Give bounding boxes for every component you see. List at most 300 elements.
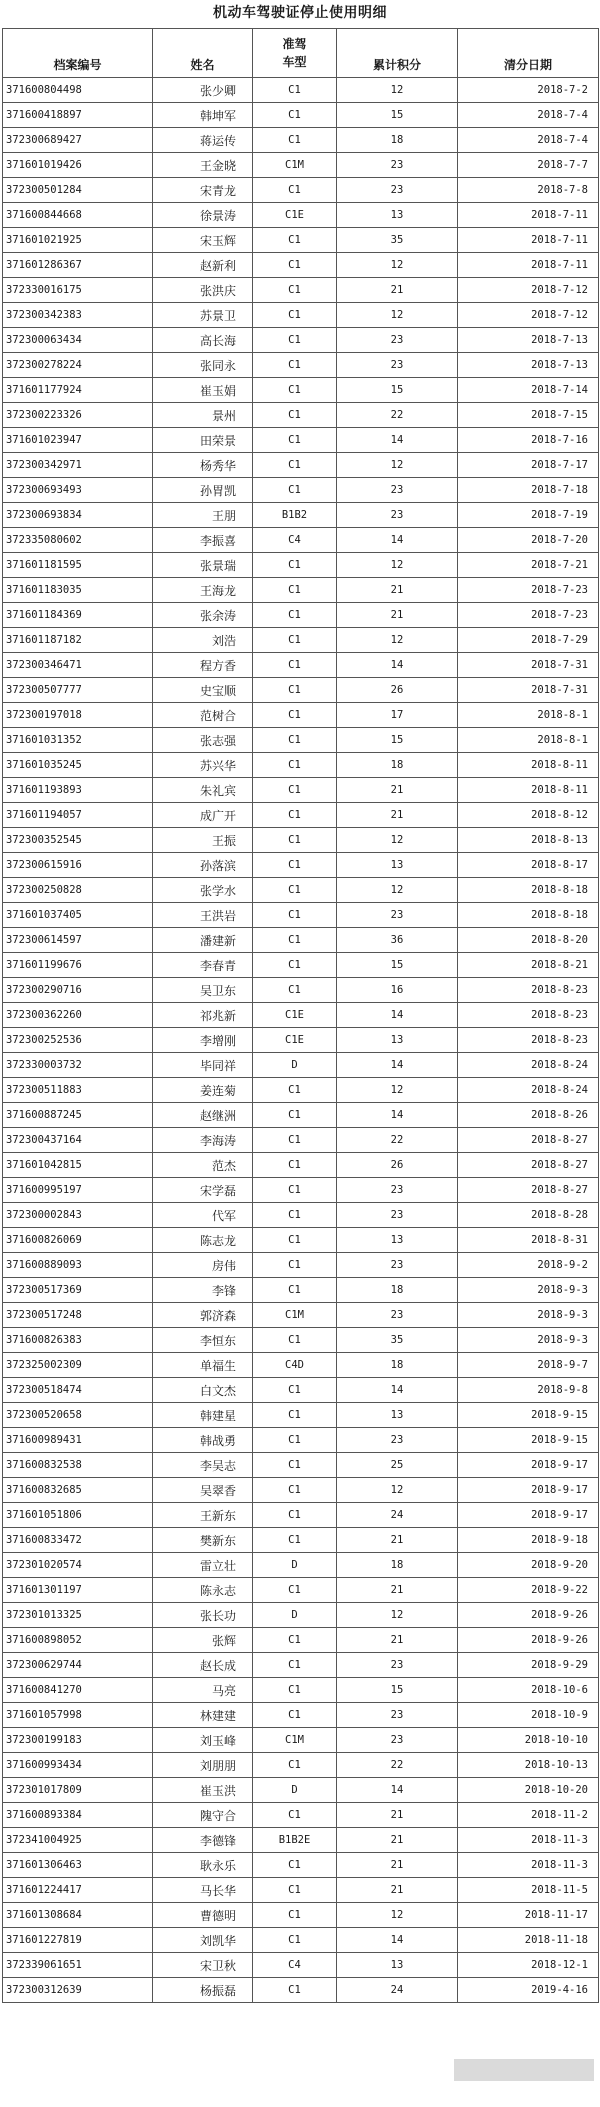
- cell-license-type: C1: [253, 1928, 337, 1953]
- cell-archive-id: 371600804498: [3, 78, 153, 103]
- cell-points: 14: [337, 653, 458, 678]
- cell-license-type: C1: [253, 78, 337, 103]
- cell-clear-date: 2018-7-12: [458, 303, 599, 328]
- cell-clear-date: 2018-7-31: [458, 678, 599, 703]
- cell-points: 23: [337, 1303, 458, 1328]
- cell-points: 23: [337, 1728, 458, 1753]
- cell-clear-date: 2018-7-12: [458, 278, 599, 303]
- cell-clear-date: 2018-7-11: [458, 228, 599, 253]
- column-header-type-line2: 车型: [282, 55, 307, 69]
- cell-archive-id: 372300689427: [3, 128, 153, 153]
- cell-clear-date: 2018-8-13: [458, 828, 599, 853]
- cell-license-type: C4: [253, 528, 337, 553]
- table-row: [3, 1103, 599, 1128]
- cell-license-type: C1: [253, 1253, 337, 1278]
- page-title: 机动车驾驶证停止使用明细: [213, 5, 387, 21]
- cell-points: 21: [337, 1878, 458, 1903]
- table-row: [3, 928, 599, 953]
- cell-license-type: C1: [253, 803, 337, 828]
- cell-archive-id: 371600995197: [3, 1178, 153, 1203]
- cell-points: 23: [337, 1178, 458, 1203]
- cell-license-type: C1: [253, 1903, 337, 1928]
- cell-license-type: C1: [253, 1678, 337, 1703]
- column-header-points: 累计积分: [337, 29, 458, 78]
- cell-clear-date: 2018-10-6: [458, 1678, 599, 1703]
- cell-archive-id: 371601193893: [3, 778, 153, 803]
- cell-name: 张同永: [153, 353, 253, 378]
- cell-points: 21: [337, 603, 458, 628]
- cell-name: 范树合: [153, 703, 253, 728]
- cell-archive-id: 372300693493: [3, 478, 153, 503]
- table-row: [3, 103, 599, 128]
- table-row: [3, 1678, 599, 1703]
- cell-points: 35: [337, 228, 458, 253]
- cell-points: 14: [337, 1003, 458, 1028]
- cell-name: 孙落滨: [153, 853, 253, 878]
- cell-name: 潘建新: [153, 928, 253, 953]
- cell-clear-date: 2018-8-31: [458, 1228, 599, 1253]
- cell-archive-id: 371600826383: [3, 1328, 153, 1353]
- cell-archive-id: 372335080602: [3, 528, 153, 553]
- cell-name: 李振喜: [153, 528, 253, 553]
- cell-archive-id: 371601019426: [3, 153, 153, 178]
- cell-archive-id: 371601051806: [3, 1503, 153, 1528]
- cell-points: 12: [337, 453, 458, 478]
- table-row: [3, 478, 599, 503]
- table-row: [3, 1153, 599, 1178]
- cell-clear-date: 2018-9-3: [458, 1303, 599, 1328]
- cell-name: 刘朋朋: [153, 1753, 253, 1778]
- cell-name: 李增刚: [153, 1028, 253, 1053]
- cell-license-type: C1: [253, 828, 337, 853]
- cell-archive-id: 371600841270: [3, 1678, 153, 1703]
- cell-points: 21: [337, 1853, 458, 1878]
- cell-name: 赵长成: [153, 1653, 253, 1678]
- cell-archive-id: 371600898052: [3, 1628, 153, 1653]
- cell-clear-date: 2018-9-15: [458, 1428, 599, 1453]
- cell-archive-id: 371600826069: [3, 1228, 153, 1253]
- cell-archive-id: 372300501284: [3, 178, 153, 203]
- cell-archive-id: 371601021925: [3, 228, 153, 253]
- cell-license-type: C1: [253, 1078, 337, 1103]
- table-row: [3, 728, 599, 753]
- cell-license-type: C1: [253, 178, 337, 203]
- cell-license-type: C1: [253, 1328, 337, 1353]
- cell-points: 21: [337, 1803, 458, 1828]
- cell-name: 崔玉洪: [153, 1778, 253, 1803]
- cell-license-type: C1: [253, 603, 337, 628]
- cell-name: 张志强: [153, 728, 253, 753]
- cell-archive-id: 372300517369: [3, 1278, 153, 1303]
- cell-clear-date: 2018-9-3: [458, 1278, 599, 1303]
- cell-name: 单福生: [153, 1353, 253, 1378]
- cell-name: 张学水: [153, 878, 253, 903]
- cell-name: 吴翠香: [153, 1478, 253, 1503]
- cell-license-type: C4: [253, 1953, 337, 1978]
- cell-points: 23: [337, 503, 458, 528]
- column-header-id: 档案编号: [3, 29, 153, 78]
- table-row: [3, 228, 599, 253]
- cell-license-type: C1: [253, 1178, 337, 1203]
- table-row: [3, 1878, 599, 1903]
- table-row: [3, 278, 599, 303]
- table-body: [3, 78, 599, 2003]
- table-row: [3, 1628, 599, 1653]
- cell-archive-id: 372300002843: [3, 1203, 153, 1228]
- cell-name: 景州: [153, 403, 253, 428]
- table-row: [3, 453, 599, 478]
- cell-name: 王洪岩: [153, 903, 253, 928]
- table-row: [3, 178, 599, 203]
- cell-license-type: C1: [253, 1378, 337, 1403]
- table-row: [3, 1553, 599, 1578]
- table-row: [3, 1703, 599, 1728]
- cell-archive-id: 372300693834: [3, 503, 153, 528]
- cell-name: 高长海: [153, 328, 253, 353]
- cell-name: 宋学磊: [153, 1178, 253, 1203]
- cell-name: 郭济森: [153, 1303, 253, 1328]
- cell-archive-id: 372300063434: [3, 328, 153, 353]
- column-header-type: [253, 29, 337, 78]
- table-row: [3, 803, 599, 828]
- table-row: [3, 1228, 599, 1253]
- cell-name: 雷立壮: [153, 1553, 253, 1578]
- table-row: [3, 1803, 599, 1828]
- cell-points: 35: [337, 1328, 458, 1353]
- cell-name: 赵新利: [153, 253, 253, 278]
- cell-archive-id: 372300342383: [3, 303, 153, 328]
- table-row: [3, 403, 599, 428]
- cell-archive-id: 372301013325: [3, 1603, 153, 1628]
- cell-points: 17: [337, 703, 458, 728]
- cell-license-type: D: [253, 1053, 337, 1078]
- table-row: [3, 1403, 599, 1428]
- table-row: [3, 1128, 599, 1153]
- cell-name: 张景瑞: [153, 553, 253, 578]
- watermark-overlay: [454, 2059, 594, 2081]
- cell-name: 祁兆新: [153, 1003, 253, 1028]
- table-row: [3, 128, 599, 153]
- cell-clear-date: 2018-7-11: [458, 203, 599, 228]
- cell-name: 宋青龙: [153, 178, 253, 203]
- table-row: [3, 1453, 599, 1478]
- column-header-type-line1: 准驾: [282, 37, 307, 51]
- cell-clear-date: 2018-10-20: [458, 1778, 599, 1803]
- cell-clear-date: 2018-7-31: [458, 653, 599, 678]
- cell-license-type: C1: [253, 128, 337, 153]
- cell-points: 14: [337, 428, 458, 453]
- cell-points: 15: [337, 953, 458, 978]
- cell-points: 13: [337, 853, 458, 878]
- cell-points: 18: [337, 1353, 458, 1378]
- cell-archive-id: 371600887245: [3, 1103, 153, 1128]
- cell-name: 赵继洲: [153, 1103, 253, 1128]
- cell-clear-date: 2018-7-17: [458, 453, 599, 478]
- cell-license-type: C1E: [253, 203, 337, 228]
- cell-points: 23: [337, 1653, 458, 1678]
- cell-name: 吴卫东: [153, 978, 253, 1003]
- cell-points: 23: [337, 1253, 458, 1278]
- cell-license-type: B1B2: [253, 503, 337, 528]
- cell-name: 徐景涛: [153, 203, 253, 228]
- table-row: [3, 1478, 599, 1503]
- cell-name: 刘玉峰: [153, 1728, 253, 1753]
- cell-name: 宋卫秋: [153, 1953, 253, 1978]
- cell-license-type: C1: [253, 1228, 337, 1253]
- cell-points: 15: [337, 378, 458, 403]
- cell-clear-date: 2018-8-12: [458, 803, 599, 828]
- cell-archive-id: 371601301197: [3, 1578, 153, 1603]
- cell-archive-id: 372300517248: [3, 1303, 153, 1328]
- cell-license-type: C1: [253, 478, 337, 503]
- cell-points: 21: [337, 278, 458, 303]
- table-row: [3, 1728, 599, 1753]
- cell-archive-id: 372300312639: [3, 1978, 153, 2003]
- cell-points: 21: [337, 778, 458, 803]
- cell-license-type: C1: [253, 1153, 337, 1178]
- cell-points: 23: [337, 153, 458, 178]
- cell-points: 13: [337, 1228, 458, 1253]
- cell-clear-date: 2018-8-27: [458, 1153, 599, 1178]
- cell-archive-id: 372300342971: [3, 453, 153, 478]
- cell-archive-id: 371601031352: [3, 728, 153, 753]
- cell-clear-date: 2018-7-18: [458, 478, 599, 503]
- cell-clear-date: 2018-8-23: [458, 1003, 599, 1028]
- table-row: [3, 878, 599, 903]
- cell-name: 史宝顺: [153, 678, 253, 703]
- table-row: [3, 903, 599, 928]
- cell-license-type: C1: [253, 1628, 337, 1653]
- cell-license-type: C1: [253, 1128, 337, 1153]
- cell-clear-date: 2018-7-19: [458, 503, 599, 528]
- cell-points: 15: [337, 728, 458, 753]
- cell-points: 23: [337, 1428, 458, 1453]
- cell-points: 21: [337, 578, 458, 603]
- cell-points: 26: [337, 678, 458, 703]
- cell-license-type: C1: [253, 653, 337, 678]
- cell-license-type: C1: [253, 228, 337, 253]
- cell-clear-date: 2018-8-26: [458, 1103, 599, 1128]
- cell-clear-date: 2018-7-21: [458, 553, 599, 578]
- cell-archive-id: 372300223326: [3, 403, 153, 428]
- table-row: [3, 1653, 599, 1678]
- cell-name: 王新东: [153, 1503, 253, 1528]
- header-row: [3, 29, 599, 78]
- cell-name: 李恒东: [153, 1328, 253, 1353]
- cell-archive-id: 371601023947: [3, 428, 153, 453]
- cell-archive-id: 371601184369: [3, 603, 153, 628]
- cell-name: 苏兴华: [153, 753, 253, 778]
- cell-points: 12: [337, 253, 458, 278]
- cell-license-type: C1: [253, 903, 337, 928]
- cell-clear-date: 2018-9-17: [458, 1453, 599, 1478]
- cell-clear-date: 2018-7-13: [458, 328, 599, 353]
- cell-name: 杨秀华: [153, 453, 253, 478]
- cell-name: 苏景卫: [153, 303, 253, 328]
- cell-archive-id: 372300278224: [3, 353, 153, 378]
- cell-points: 16: [337, 978, 458, 1003]
- table-row: [3, 1778, 599, 1803]
- cell-clear-date: 2018-9-22: [458, 1578, 599, 1603]
- cell-clear-date: 2018-8-11: [458, 778, 599, 803]
- cell-name: 李吴志: [153, 1453, 253, 1478]
- cell-clear-date: 2018-9-29: [458, 1653, 599, 1678]
- cell-name: 宋玉辉: [153, 228, 253, 253]
- cell-license-type: C1: [253, 1528, 337, 1553]
- cell-name: 陈志龙: [153, 1228, 253, 1253]
- cell-archive-id: 372300352545: [3, 828, 153, 853]
- cell-name: 林建建: [153, 1703, 253, 1728]
- cell-archive-id: 372301020574: [3, 1553, 153, 1578]
- table-row: [3, 1603, 599, 1628]
- table-row: [3, 1503, 599, 1528]
- cell-license-type: C1: [253, 453, 337, 478]
- column-header-date: 清分日期: [458, 29, 599, 78]
- table-header: [3, 29, 599, 78]
- cell-clear-date: 2018-9-18: [458, 1528, 599, 1553]
- cell-archive-id: 371601194057: [3, 803, 153, 828]
- cell-name: 成广开: [153, 803, 253, 828]
- cell-clear-date: 2018-9-15: [458, 1403, 599, 1428]
- cell-points: 18: [337, 1553, 458, 1578]
- cell-points: 22: [337, 1753, 458, 1778]
- cell-clear-date: 2018-12-1: [458, 1953, 599, 1978]
- cell-clear-date: 2018-7-8: [458, 178, 599, 203]
- table-row: [3, 1753, 599, 1778]
- cell-archive-id: 372300199183: [3, 1728, 153, 1753]
- cell-clear-date: 2018-10-10: [458, 1728, 599, 1753]
- cell-name: 房伟: [153, 1253, 253, 1278]
- cell-points: 22: [337, 1128, 458, 1153]
- cell-points: 14: [337, 1103, 458, 1128]
- cell-archive-id: 371600893384: [3, 1803, 153, 1828]
- table-row: [3, 78, 599, 103]
- table-row: [3, 1353, 599, 1378]
- cell-name: 毕同祥: [153, 1053, 253, 1078]
- cell-name: 孙胃凯: [153, 478, 253, 503]
- cell-points: 15: [337, 103, 458, 128]
- cell-name: 王振: [153, 828, 253, 853]
- cell-name: 马亮: [153, 1678, 253, 1703]
- table-row: [3, 303, 599, 328]
- cell-license-type: C1: [253, 1978, 337, 2003]
- cell-points: 13: [337, 1028, 458, 1053]
- cell-archive-id: 371601177924: [3, 378, 153, 403]
- cell-license-type: C1: [253, 628, 337, 653]
- cell-archive-id: 371600832685: [3, 1478, 153, 1503]
- cell-name: 朱礼宾: [153, 778, 253, 803]
- cell-points: 12: [337, 1903, 458, 1928]
- license-suspension-table: [2, 28, 599, 2003]
- table-row: [3, 853, 599, 878]
- cell-clear-date: 2018-8-11: [458, 753, 599, 778]
- cell-clear-date: 2018-9-7: [458, 1353, 599, 1378]
- cell-license-type: C1M: [253, 1728, 337, 1753]
- cell-clear-date: 2018-8-18: [458, 903, 599, 928]
- table-row: [3, 1203, 599, 1228]
- cell-archive-id: 372300362260: [3, 1003, 153, 1028]
- cell-archive-id: 371600993434: [3, 1753, 153, 1778]
- cell-license-type: C1: [253, 778, 337, 803]
- cell-archive-id: 372300614597: [3, 928, 153, 953]
- cell-points: 18: [337, 128, 458, 153]
- cell-license-type: C1: [253, 1653, 337, 1678]
- cell-name: 张余涛: [153, 603, 253, 628]
- cell-clear-date: 2018-9-17: [458, 1503, 599, 1528]
- cell-name: 耿永乐: [153, 1853, 253, 1878]
- cell-clear-date: 2018-7-14: [458, 378, 599, 403]
- cell-clear-date: 2018-11-3: [458, 1828, 599, 1853]
- table-row: [3, 1328, 599, 1353]
- cell-archive-id: 372300290716: [3, 978, 153, 1003]
- table-row: [3, 978, 599, 1003]
- cell-points: 26: [337, 1153, 458, 1178]
- cell-clear-date: 2018-9-26: [458, 1628, 599, 1653]
- cell-license-type: C1: [253, 978, 337, 1003]
- cell-archive-id: 371600889093: [3, 1253, 153, 1278]
- cell-archive-id: 371600989431: [3, 1428, 153, 1453]
- cell-license-type: C1: [253, 1278, 337, 1303]
- cell-clear-date: 2018-7-23: [458, 603, 599, 628]
- cell-name: 王朋: [153, 503, 253, 528]
- column-header-name: 姓名: [153, 29, 253, 78]
- cell-points: 12: [337, 78, 458, 103]
- cell-clear-date: 2018-11-5: [458, 1878, 599, 1903]
- cell-license-type: C1: [253, 253, 337, 278]
- cell-clear-date: 2018-8-27: [458, 1128, 599, 1153]
- cell-license-type: C1: [253, 353, 337, 378]
- cell-archive-id: 372300615916: [3, 853, 153, 878]
- cell-license-type: C1: [253, 1428, 337, 1453]
- table-row: [3, 203, 599, 228]
- table-row: [3, 1028, 599, 1053]
- cell-archive-id: 372300629744: [3, 1653, 153, 1678]
- cell-clear-date: 2018-9-17: [458, 1478, 599, 1503]
- cell-license-type: C1: [253, 1878, 337, 1903]
- cell-license-type: C1: [253, 328, 337, 353]
- cell-name: 陈永志: [153, 1578, 253, 1603]
- cell-name: 刘浩: [153, 628, 253, 653]
- cell-license-type: C1M: [253, 1303, 337, 1328]
- cell-clear-date: 2018-8-24: [458, 1078, 599, 1103]
- cell-license-type: C1: [253, 853, 337, 878]
- cell-archive-id: 371600833472: [3, 1528, 153, 1553]
- table-row: [3, 153, 599, 178]
- cell-points: 12: [337, 1078, 458, 1103]
- cell-license-type: C1: [253, 303, 337, 328]
- cell-clear-date: 2018-7-16: [458, 428, 599, 453]
- cell-clear-date: 2018-10-9: [458, 1703, 599, 1728]
- cell-name: 隗守合: [153, 1803, 253, 1828]
- table-row: [3, 703, 599, 728]
- cell-archive-id: 372300252536: [3, 1028, 153, 1053]
- table-row: [3, 578, 599, 603]
- cell-archive-id: 372300250828: [3, 878, 153, 903]
- cell-license-type: C1: [253, 1403, 337, 1428]
- table-row: [3, 553, 599, 578]
- cell-clear-date: 2018-7-4: [458, 128, 599, 153]
- table-row: [3, 528, 599, 553]
- cell-archive-id: 372300197018: [3, 703, 153, 728]
- table-row: [3, 1528, 599, 1553]
- cell-license-type: C4D: [253, 1353, 337, 1378]
- cell-license-type: D: [253, 1553, 337, 1578]
- cell-points: 12: [337, 628, 458, 653]
- cell-clear-date: 2018-7-2: [458, 78, 599, 103]
- cell-license-type: C1: [253, 753, 337, 778]
- cell-clear-date: 2018-11-17: [458, 1903, 599, 1928]
- cell-archive-id: 371601035245: [3, 753, 153, 778]
